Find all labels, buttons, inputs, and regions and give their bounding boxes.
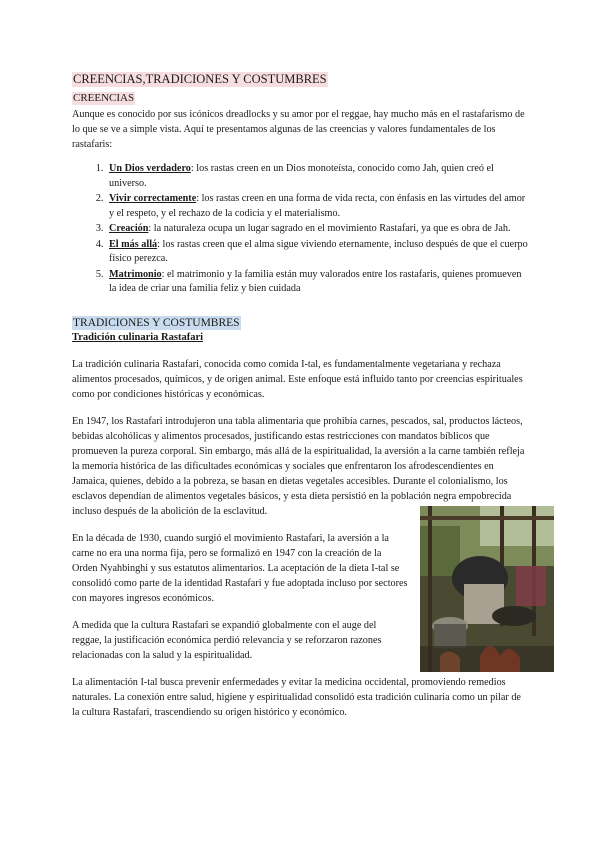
list-item-text: : los rastas creen que el alma sigue viviendo eternamente, incluso después de que el cuerpo físico perezca. (109, 238, 528, 264)
list-item-term: El más allá (109, 238, 158, 250)
tradicion-culinaria-subheading: Tradición culinaria Rastafari (72, 331, 204, 343)
list-item-term: Matrimonio (109, 268, 162, 280)
creencias-intro: Aunque es conocido por sus icónicos dreadlocks y su amor por el reggae, hay mucho más en el rastafarismo de lo que se ve a simple vista. Aquí te presentamos algunas de las creencias y valores fundamentales de los rastafaris: (72, 109, 525, 150)
tradiciones-heading: TRADICIONES Y COSTUMBRES (73, 316, 240, 329)
paragraph-2 (72, 414, 530, 519)
paragraph-4: A medida que la cultura Rastafari se expandió globalmente con el auge del reggae, la justificación económica perdió relevancia y se reforzaron razones relacionadas con la salud y la espiritualidad. (72, 619, 382, 661)
paragraph-2-part-a: En 1947, los Rastafari introdujeron una tabla alimentaria que prohibía carnes, pescados, sal, productos lácteos, bebidas alcohólicas y alimentos procesados, justificando estas restricciones con mandatos bíblicos que promueven la pureza corporal. Sin embargo, más allá de la espiritualidad, la aversión a la carne también refleja la memoria histórica de las dificultades económicas y sociales que enfrentaron los afrodescendientes en Jamaica, quienes, debido a la pobreza, se basan en dietas vegetales accesibles. (72, 415, 525, 487)
document-title: CREENCIAS,TRADICIONES Y COSTUMBRES (73, 72, 327, 86)
list-item (106, 238, 530, 267)
creencias-heading: CREENCIAS (73, 92, 135, 104)
paragraph-5: La alimentación I-tal busca prevenir enfermedades y evitar la medicina occidental, promoviendo remedios naturales. La conexión entre salud, higiene y espiritualidad consolidó esta tradición culinaria como un pilar de la cultura Rastafari, trascendiendo su origen histórico y económico. (72, 676, 521, 718)
list-item-text: : los rastas creen en una forma de vida recta, con énfasis en las virtudes del amor y el respeto, y el rechazo de la codicia y el materialismo. (109, 193, 526, 219)
list-item (106, 162, 530, 191)
cooking-photo (420, 506, 554, 672)
list-item (106, 222, 530, 237)
creencias-list (72, 162, 530, 297)
paragraph-1: La tradición culinaria Rastafari, conocida como comida I-tal, es fundamentalmente vegetariana y rechaza alimentos procesados, químicos, y de origen animal. Este enfoque está influido tanto por creencias espirituales como por condiciones históricas y económicas. (72, 358, 523, 400)
paragraph-2-part-b: Durante el colonialismo, los esclavos dependían de alimentos vegetales básicos, y esta dieta persistió en la población negra empobrecida incluso después de la abolición de la esclavitud. (72, 475, 512, 517)
list-item-term: Creación (109, 223, 149, 234)
list-item-term: Un Dios verdadero (109, 163, 191, 174)
list-item (106, 268, 530, 297)
list-item-text: : el matrimonio y la familia están muy valorados entre los rastafaris, quienes promueven la idea de criar una familia feliz y bien cuidada (109, 268, 522, 294)
list-item-text: : los rastas creen en un Dios monoteísta, conocido como Jah, quien creó el universo. (109, 163, 494, 189)
list-item-term: Vivir correctamente (109, 193, 197, 204)
list-item (106, 192, 530, 221)
list-item-text: : la naturaleza ocupa un lugar sagrado en el movimiento Rastafari, ya que es obra de Jah. (148, 223, 511, 234)
paragraph-3: En la década de 1930, cuando surgió el movimiento Rastafari, la aversión a la carne no era una norma fija, pero se formalizó en 1947 con la creación de la Orden Nyahbinghi y sus estatutos alimentarios. La aceptación de la dieta I-tal se consolidó como parte de la identidad Rastafari y fue adoptada incluso por sectores con mayores ingresos económicos. (72, 532, 408, 604)
